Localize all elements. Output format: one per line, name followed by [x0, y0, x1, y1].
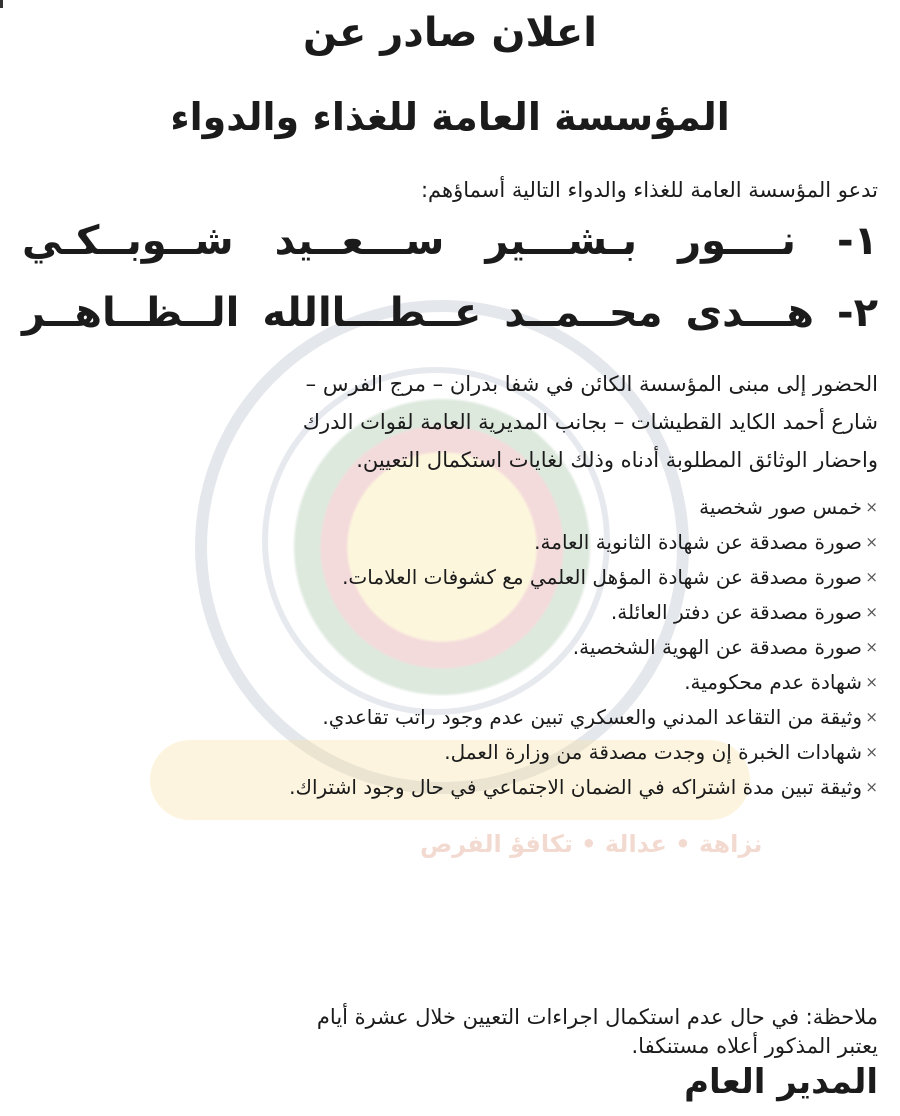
issuer-name: المؤسسة العامة للغذاء والدواء [170, 95, 730, 139]
document-item: × وثيقة تبين مدة اشتراكه في الضمان الاجتماعي في حال وجود اشتراك. [22, 770, 878, 805]
watermark-motto: نزاهة • عدالة • تكافؤ الفرص [420, 830, 763, 858]
note-line-1: ملاحظة: في حال عدم استكمال اجراءات التعيين خلال عشرة أيام [316, 1005, 878, 1029]
bullet-x-icon: × [865, 533, 878, 551]
signature-title: المدير العام [684, 1062, 878, 1102]
instructions-paragraph [22, 365, 878, 479]
document-item: × صورة مصدقة عن دفتر العائلة. [22, 595, 878, 630]
instructions-line-1: الحضور إلى مبنى المؤسسة الكائن في شفا بدران – مرج الفرس – [305, 372, 878, 396]
document-item: × شهادات الخبرة إن وجدت مصدقة من وزارة العمل. [22, 735, 878, 770]
note-line-2: يعتبر المذكور أعلاه مستنكفا. [631, 1034, 878, 1058]
bullet-x-icon: × [865, 708, 878, 726]
instructions-line-2: شارع أحمد الكايد القطيشات – بجانب المديرية العامة لقوات الدرك [302, 410, 878, 434]
bullet-x-icon: × [865, 498, 878, 516]
bullet-x-icon: × [865, 568, 878, 586]
bullet-x-icon: × [865, 743, 878, 761]
required-documents-list [22, 490, 878, 805]
document-item: × وثيقة من التقاعد المدني والعسكري تبين عدم وجود راتب تقاعدي. [22, 700, 878, 735]
document-item: × شهادة عدم محكومية. [22, 665, 878, 700]
bullet-x-icon: × [865, 603, 878, 621]
announcement-heading: اعلان صادر عن [303, 10, 597, 56]
document-item: × صورة مصدقة عن الهوية الشخصية. [22, 630, 878, 665]
bullet-x-icon: × [865, 673, 878, 691]
document-item: × خمس صور شخصية [22, 490, 878, 525]
intro-text: تدعو المؤسسة العامة للغذاء والدواء التالية أسماؤهم: [420, 178, 878, 202]
document-item: × صورة مصدقة عن شهادة الثانوية العامة. [22, 525, 878, 560]
bullet-x-icon: × [865, 638, 878, 656]
instructions-line-3: واحضار الوثائق المطلوبة أدناه وذلك لغايات استكمال التعيين. [356, 448, 878, 472]
bullet-x-icon: × [865, 778, 878, 796]
corner-mark [0, 0, 3, 8]
document-item: × صورة مصدقة عن شهادة المؤهل العلمي مع كشوفات العلامات. [22, 560, 878, 595]
candidate-name-1: ١- نــــور بـشـــير ســـعــيد شــوبــكـي [22, 218, 878, 264]
candidate-name-2: ٢- هـــدى محــمــد عــطـــاالله الــظــاهــر [22, 290, 878, 336]
